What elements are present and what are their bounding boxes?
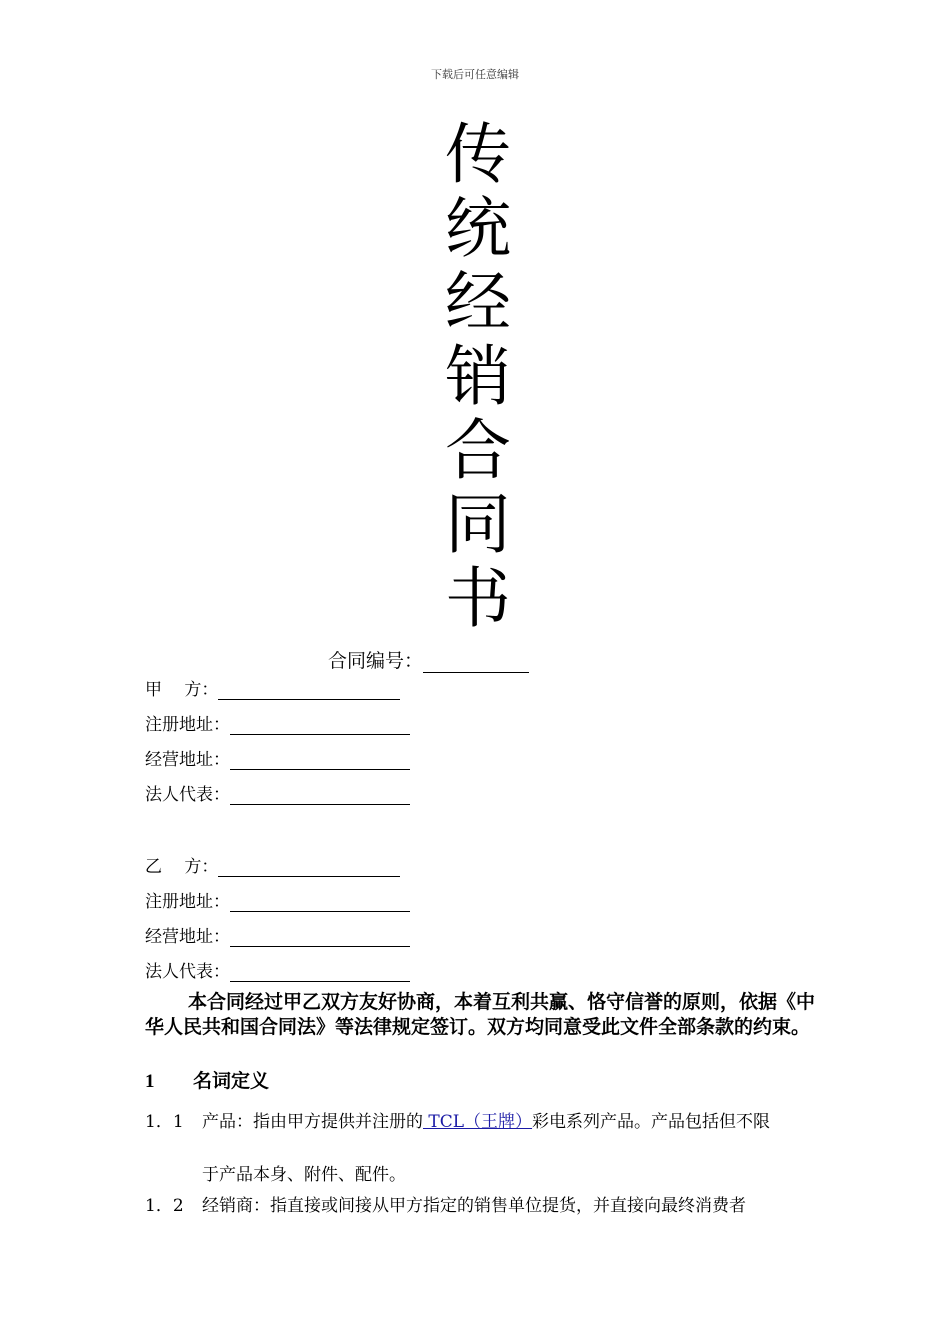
party-b-name-blank[interactable] (218, 856, 400, 877)
contract-number-blank[interactable] (423, 652, 529, 673)
party-a-biz-addr-row (145, 735, 410, 770)
title-char: 合 (445, 412, 511, 489)
party-b-name-row (145, 842, 410, 877)
clause-number: 1．2 (145, 1196, 184, 1216)
clause-text: 产品：指由甲方提供并注册的 (202, 1112, 423, 1132)
title-char: 经 (445, 264, 511, 341)
title-char: 统 (445, 190, 511, 267)
clause-number: 1．1 (145, 1112, 184, 1132)
party-a-legal-rep-blank[interactable] (230, 784, 410, 805)
title-char: 销 (445, 338, 511, 415)
clause-text: 彩电系列产品。产品包括但不限 (532, 1112, 771, 1132)
party-a-block (145, 665, 410, 805)
party-a-biz-addr-blank[interactable] (230, 749, 410, 770)
title-char: 同 (445, 486, 511, 563)
party-b-legal-rep-row (145, 947, 410, 982)
party-b-reg-addr-row (145, 877, 410, 912)
party-b-legal-rep-blank[interactable] (230, 961, 410, 982)
intro-paragraph: 本合同经过甲乙双方友好协商，本着互利共赢、恪守信誉的原则，依据《中华人民共和国合同法》等法律规定签订。双方均同意受此文件全部条款的约束。 (145, 991, 816, 1038)
section-title: 名词定义 (193, 1070, 270, 1092)
party-a-biz-addr-label: 经营地址： (145, 750, 230, 770)
party-b-reg-addr-blank[interactable] (230, 891, 410, 912)
party-b-reg-addr-label: 注册地址： (145, 892, 230, 912)
clause-continuation: 于产品本身、附件、配件。 (202, 1165, 406, 1185)
party-a-name-label: 甲 方： (145, 680, 219, 700)
party-a-legal-rep-label: 法人代表： (145, 785, 230, 805)
party-a-name-row (145, 665, 410, 700)
section-heading (145, 1066, 269, 1093)
party-b-biz-addr-label: 经营地址： (145, 927, 230, 947)
header-note: 下载后可任意编辑 (431, 68, 519, 81)
clause-1-2 (145, 1195, 815, 1217)
party-a-reg-addr-row (145, 700, 410, 735)
clause-text: 经销商：指直接或间接从甲方指定的销售单位提货，并直接向最终消费者 (202, 1196, 746, 1216)
title-char: 书 (445, 560, 511, 637)
party-a-legal-rep-row (145, 770, 410, 805)
party-b-biz-addr-row (145, 912, 410, 947)
brand-link[interactable]: TCL（王牌） (423, 1112, 533, 1132)
party-b-name-label: 乙 方： (145, 857, 219, 877)
party-a-name-blank[interactable] (218, 679, 400, 700)
party-a-reg-addr-blank[interactable] (230, 714, 410, 735)
clause-1-1 (145, 1111, 815, 1186)
title-char: 传 (445, 116, 511, 193)
party-a-reg-addr-label: 注册地址： (145, 715, 230, 735)
party-b-biz-addr-blank[interactable] (230, 926, 410, 947)
section-number: 1 (145, 1071, 155, 1092)
document-title (418, 118, 538, 636)
party-b-legal-rep-label: 法人代表： (145, 962, 230, 982)
party-b-block (145, 842, 410, 982)
contract-number-label: 合同编号： (328, 650, 424, 672)
